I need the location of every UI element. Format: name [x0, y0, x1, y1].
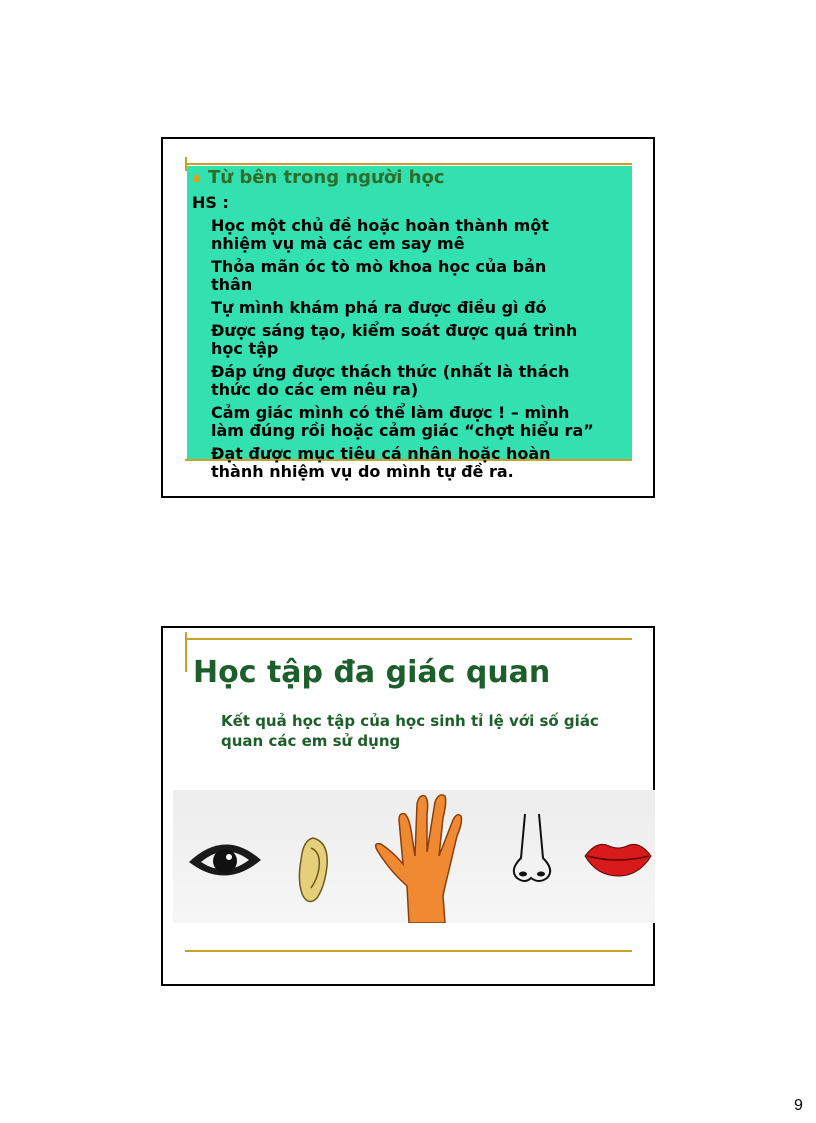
ear-icon — [295, 836, 331, 906]
slide2-subtitle: Kết quả học tập của học sinh tỉ lệ với số giác quan các em sử dụng — [221, 712, 599, 750]
list-item: Thỏa mãn óc tò mò khoa học của bản thân — [211, 257, 547, 294]
hs-label: HS : — [192, 193, 229, 212]
page-number: 9 — [794, 1097, 803, 1114]
lips-icon — [583, 838, 653, 878]
gold-corner-tick — [185, 157, 187, 171]
square-bullet-icon — [193, 175, 200, 182]
gold-top-rule — [185, 163, 632, 165]
list-item: Được sáng tạo, kiểm soát được quá trình học tập — [211, 321, 578, 358]
list-item: Cảm giác mình có thể làm được ! – mình làm đúng rồi hoặc cảm giác “chợt hiểu ra” — [211, 403, 594, 440]
senses-image — [173, 790, 655, 923]
gold-corner-tick — [185, 632, 187, 672]
slide1-list — [211, 217, 631, 486]
list-item: Học một chủ đề hoặc hoàn thành một nhiệm vụ mà các em say mê — [211, 216, 549, 253]
list-item: Đáp ứng được thách thức (nhất là thách thức do các em nêu ra) — [211, 362, 570, 399]
slide-2 — [161, 626, 655, 986]
slide1-heading — [193, 167, 445, 188]
list-item: Đạt được mục tiêu cá nhân hoặc hoàn thành nhiệm vụ do mình tự đề ra. — [211, 444, 551, 481]
eye-icon — [185, 830, 265, 890]
slide1-heading-text: Từ bên trong người học — [208, 167, 445, 188]
gold-top-rule — [185, 638, 632, 640]
gold-bottom-rule — [185, 950, 632, 952]
slide-1 — [161, 137, 655, 498]
nose-icon — [507, 812, 557, 892]
hand-icon — [369, 790, 489, 923]
list-item: Tự mình khám phá ra được điều gì đó — [211, 298, 547, 317]
slide2-title: Học tập đa giác quan — [193, 655, 551, 690]
